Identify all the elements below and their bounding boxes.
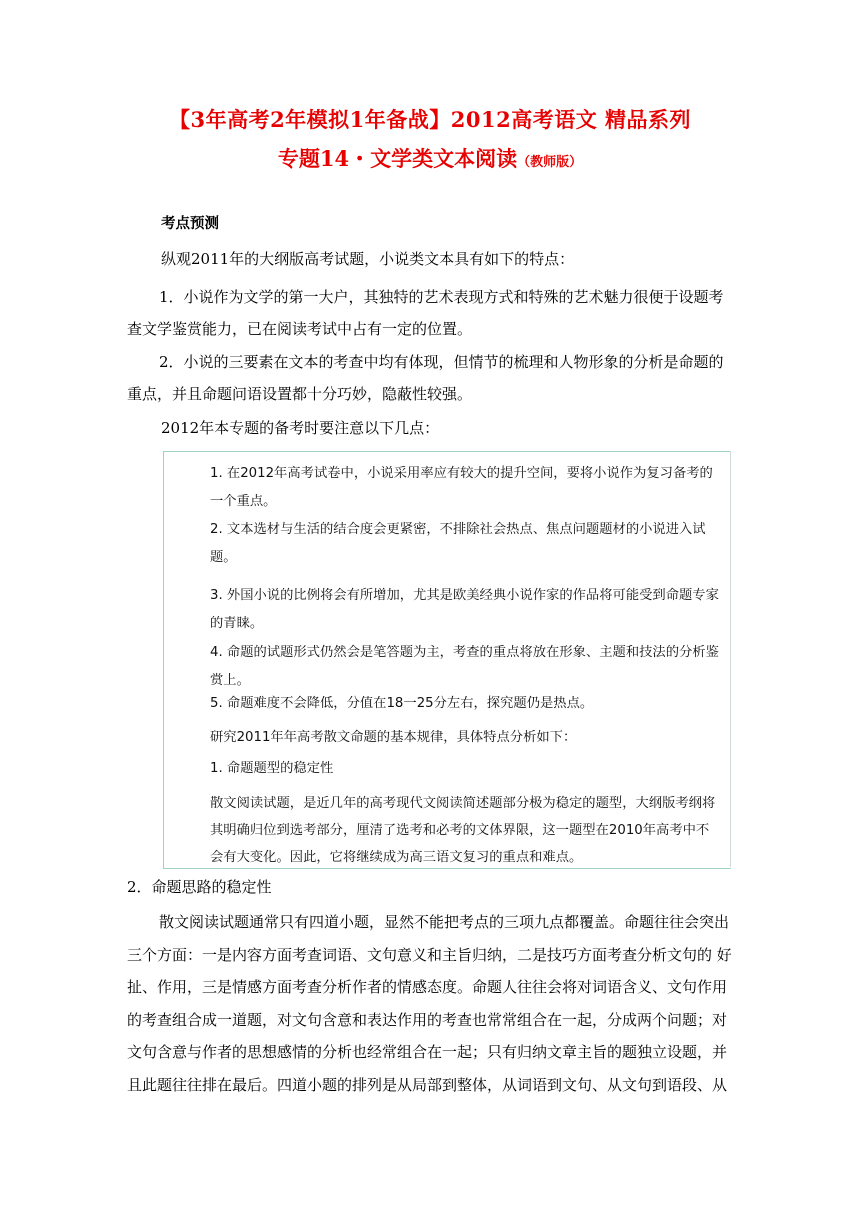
point-2-paragraph: 2．小说的三要素在文本的考查中均有体现，但情节的梳理和人物形象的分析是命题的重点，并且命题问语设置都十分巧妙，隐蔽性较强。	[127, 353, 724, 403]
point-1-paragraph: 1．小说作为文学的第一大户，其独特的艺术表现方式和特殊的艺术魅力很便于设题考查文学鉴赏能力，已在阅读考试中占有一定的位置。	[127, 288, 724, 338]
box-sub-text-1: 散文阅读试题，是近几年的高考现代文阅读简述题部分极为稳定的题型，大纲版考纲将其明确归位到选考部分，厘清了选考和必考的文体界限，这一题型在2010年高考中不会有大变化。因此，它将继续成为高三语文复习的重点和难点。	[210, 796, 716, 865]
box-item-2: 2. 文本选材与生活的结合度会更紧密，不排除社会热点、焦点问题题材的小说进入试题。	[210, 522, 706, 565]
subtitle-edition: （教师版）	[517, 155, 583, 170]
box-item-3: 3. 外国小说的比例将会有所增加，尤其是欧美经典小说作家的作品将可能受到命题专家的青睐。	[210, 588, 719, 631]
box-study-line: 研究2011年年高考散文命题的基本规律，具体特点分析如下：	[210, 730, 577, 745]
box-item-4: 4. 命题的试题形式仍然会是笔答题为主，考查的重点将放在形象、主题和技法的分析鉴赏上。	[210, 645, 719, 688]
box-right-border	[730, 451, 731, 867]
sub-text-2: 散文阅读试题通常只有四道小题，显然不能把考点的三项九点都覆盖。命题往往会突出三个方面：一是内容方面考查词语、文句意义和主旨归纳，二是技巧方面考查分析文句的 好扯、作用，三是情感方面考查分析作者的情感态度。命题人往往会将对词语含义、文句作用的考查组合成一道题，对文句含意和表达作用的考查也常常组合在一起，分成两个问题；对文句含意与作者的思想感情的分析也经常组合在一起；只有归纳文章主旨的题独立设题，并且此题往往排在最后。四道小题的排列是从局部到整体，从词语到文句、从文句到语段、从	[127, 913, 732, 1094]
section-heading: 考点预测	[161, 215, 219, 232]
box-sub-heading-1: 1. 命题题型的稳定性	[210, 761, 334, 776]
box-item-5: 5. 命题难度不会降低，分值在18一25分左右，探究题仍是热点。	[210, 696, 594, 711]
intro-paragraph: 纵观2011年的大纲版高考试题，小说类文本具有如下的特点：	[161, 250, 575, 268]
sub-heading-2: 2．命题思路的稳定性	[127, 878, 272, 896]
document-subtitle	[0, 143, 860, 173]
prep-paragraph: 2012年本专题的备考时要注意以下几点：	[161, 419, 440, 437]
document-title: 【3年高考2年模拟1年备战】2012高考语文 精品系列	[168, 107, 692, 132]
subtitle-main: 专题14・文学类文本阅读	[277, 146, 518, 171]
quoted-box	[163, 451, 731, 869]
box-item-1: 1. 在2012年高考试卷中，小说采用率应有较大的提升空间，要将小说作为复习备考的一个重点。	[210, 466, 713, 509]
